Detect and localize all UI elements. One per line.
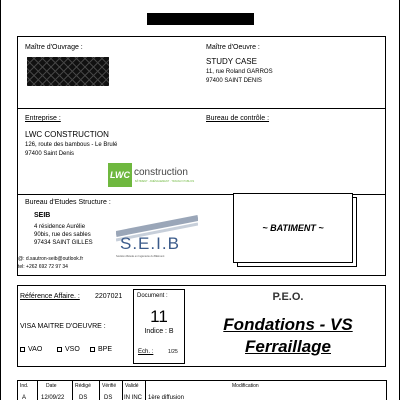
revisions-left-line: [17, 380, 18, 400]
entreprise-label: Entreprise :: [25, 115, 61, 122]
header-redacted-title: [147, 13, 254, 25]
maitre-ouvrage-label: Maître d'Ouvrage :: [25, 44, 83, 51]
document-indice: Indice : B: [144, 328, 174, 335]
rev-col-sep-1: [37, 380, 38, 400]
lwc-logo: [108, 163, 200, 187]
maitre-oeuvre-address2: 97400 SAINT DENIS: [206, 78, 262, 84]
bureau-etudes-address3: 97434 SAINT GILLES: [34, 240, 93, 246]
document-number: 11: [150, 307, 168, 326]
lwc-logo-text: construction: [134, 167, 188, 178]
bureau-controle-label: Bureau de contrôle :: [206, 115, 270, 122]
rev-row-valide: IN INC: [124, 395, 142, 401]
vso-checkbox[interactable]: [57, 347, 62, 352]
maitre-ouvrage-redacted: [27, 57, 109, 86]
bureau-etudes-label: Bureau d'Etudes Structure :: [25, 199, 111, 206]
bpe-checkbox[interactable]: [90, 347, 95, 352]
entreprise-address2: 97400 Saint Denis: [25, 151, 75, 157]
rev-row-modification: 1ère diffusion: [148, 395, 184, 401]
ref-affaire-value: 2207021: [95, 293, 123, 300]
rev-row-date: 12/09/22: [41, 395, 65, 401]
plan-phase: P.E.O.: [272, 291, 304, 303]
revisions-right-line: [386, 380, 387, 400]
seib-logo: [116, 212, 198, 267]
lwc-logo-tagline: BÂTIMENT · AMÉNAGEMENT · TRAVAUX PUBLICS: [135, 180, 195, 183]
ref-affaire-label: Référence Affaire. :: [20, 293, 80, 300]
vao-checkbox[interactable]: [20, 347, 25, 352]
rev-row-redige: DS: [79, 395, 88, 401]
maitre-oeuvre-name: STUDY CASE: [206, 57, 257, 66]
seib-logo-tagline: Société d'Etude en Ingénierie du Bâtiment: [116, 255, 165, 258]
visa-option-vao[interactable]: VAO: [20, 346, 42, 353]
rev-header-modification: Modification: [232, 383, 259, 389]
visa-label: VISA MAITRE D'OEUVRE :: [20, 323, 106, 330]
rev-header-verifie: Vérifié: [102, 383, 117, 389]
maitre-oeuvre-label: Maître d'Oeuvre :: [206, 44, 260, 51]
lot-label: ~ BATIMENT ~: [262, 223, 324, 233]
divider-1: [17, 108, 386, 109]
maitre-oeuvre-address1: 11, rue Roland GARROS: [206, 69, 273, 75]
bureau-etudes-email: @: d.sautron-seib@outlook.fr: [18, 256, 84, 262]
rev-col-sep-4: [122, 380, 123, 400]
lwc-logo-mark: LWC: [108, 163, 132, 187]
entreprise-name: LWC CONSTRUCTION: [25, 130, 109, 139]
rev-header-valide: Validé: [125, 383, 139, 389]
rev-col-sep-5: [145, 380, 146, 400]
rev-row-verifie: DS: [104, 395, 113, 401]
plan-title-line2: Ferraillage: [245, 337, 331, 356]
echelle-label: Ech. :: [138, 349, 154, 355]
frame-left: [0, 0, 1, 400]
bureau-etudes-name: SEIB: [34, 212, 51, 219]
document-label: Document :: [137, 293, 168, 299]
visa-option-bpe[interactable]: BPE: [90, 346, 112, 353]
bureau-etudes-phone: tel: +262 692 72 97 34: [18, 264, 68, 270]
entreprise-address1: 126, route des bambous - Le Brulé: [25, 142, 118, 148]
rev-header-ind: Ind.: [20, 383, 29, 389]
bureau-etudes-address2: 90bis, rue des sables: [34, 232, 91, 238]
plan-title-line1: Fondations - VS: [223, 315, 353, 334]
rev-col-sep-3: [99, 380, 100, 400]
seib-logo-text: S.E.I.B: [120, 234, 180, 253]
visa-option-vso[interactable]: VSO: [57, 346, 80, 353]
rev-header-redige: Rédigé: [75, 383, 91, 389]
rev-col-sep-2: [72, 380, 73, 400]
rev-header-date: Date: [46, 383, 57, 389]
echelle-value: 1/25: [168, 349, 178, 355]
bureau-etudes-address1: 4 résidence Aurélie: [34, 224, 86, 230]
rev-row-ind: A: [22, 395, 27, 401]
